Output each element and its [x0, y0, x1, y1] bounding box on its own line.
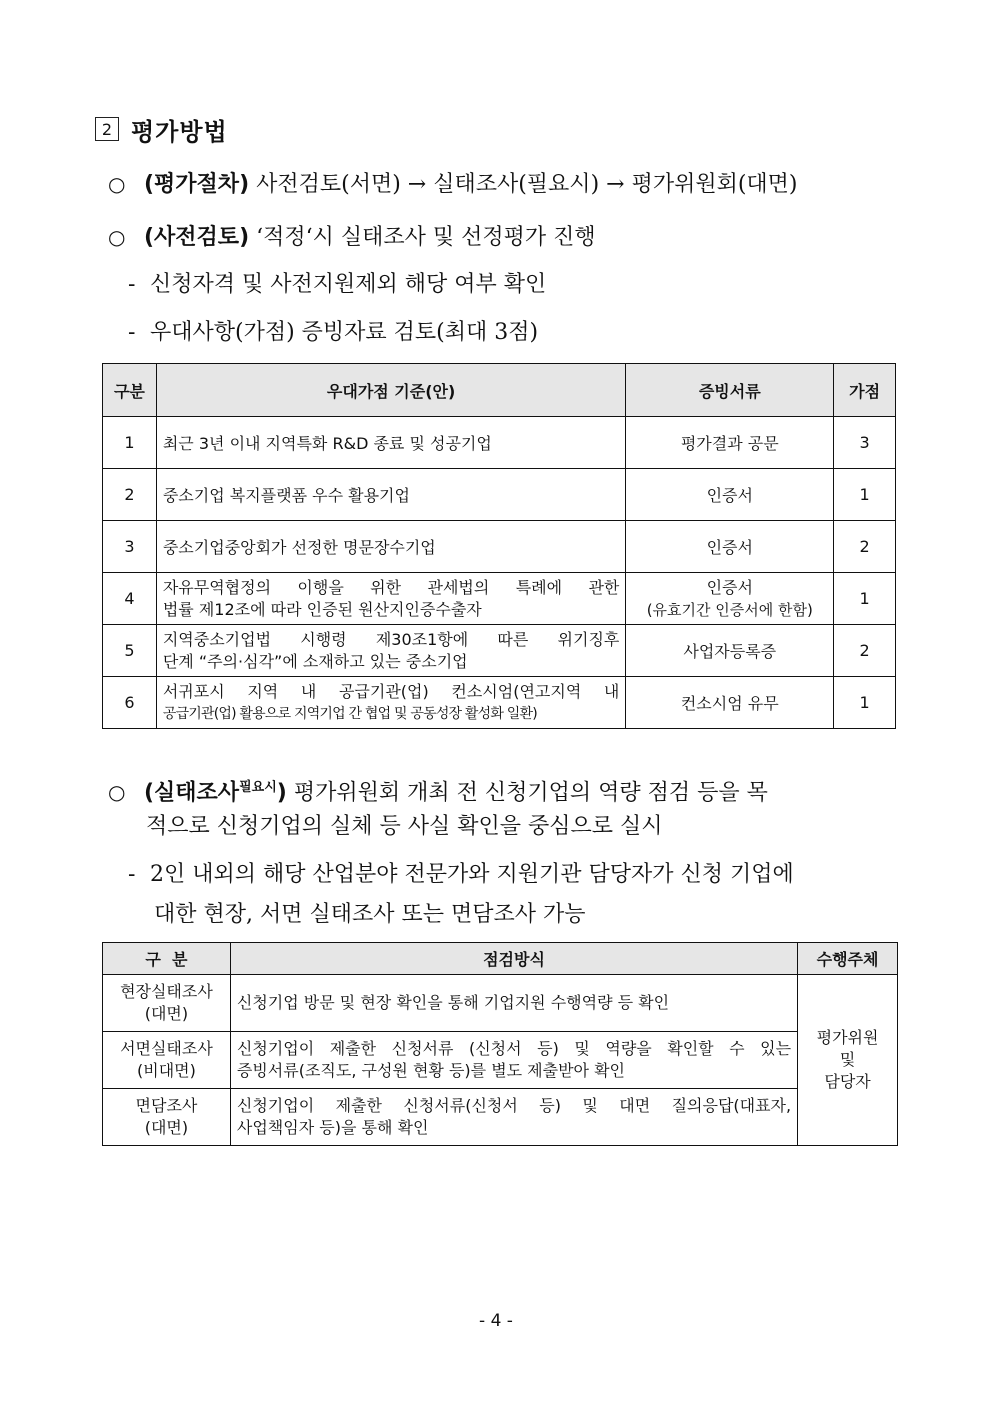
- row-criteria-line: 자유무역협정의 이행을 위한 관세법의 특례에 관한: [162, 577, 620, 597]
- bullet-text: 사전검토(서면) → 실태조사(필요시) → 평가위원회(대면): [249, 172, 798, 197]
- table-row: [103, 417, 896, 469]
- row-score: 1: [834, 469, 896, 521]
- bullet-text-continuation: 적으로 신청기업의 실체 등 사실 확인을 중심으로 실시: [146, 814, 663, 839]
- row-document: 컨소시엄 유무: [626, 677, 834, 729]
- row-document-line: 인증서: [706, 577, 753, 597]
- table-row: [103, 521, 896, 573]
- bullet-key: (실태조사: [144, 780, 240, 806]
- row-score: 3: [834, 417, 896, 469]
- row-type: [103, 975, 231, 1032]
- row-number: 5: [103, 625, 157, 677]
- row-score: 2: [834, 625, 896, 677]
- row-type-line: (비대면): [137, 1061, 196, 1080]
- table-row: [103, 469, 896, 521]
- sub-item-text: 신청자격 및 사전지원제외 해당 여부 확인: [150, 272, 547, 297]
- row-criteria: 중소기업중앙회가 선정한 명문장수기업: [156, 521, 626, 573]
- dash-marker: -: [128, 862, 136, 887]
- bonus-criteria-table: [102, 363, 896, 729]
- dash-marker: -: [128, 272, 136, 297]
- header-criteria: 우대가점 기준(안): [156, 364, 626, 417]
- row-method: 신청기업 방문 및 현장 확인을 통해 기업지원 수행역량 등 확인: [230, 975, 797, 1032]
- sub-item-text: 우대사항(가점) 증빙자료 검토(최대 3점): [150, 320, 539, 345]
- dash-marker: -: [128, 320, 136, 345]
- header-documents: 증빙서류: [626, 364, 834, 417]
- performer-line: 평가위원: [816, 1028, 879, 1047]
- header-score: 가점: [834, 364, 896, 417]
- bullet-text: 평가위원회 개최 전 신청기업의 역량 점검 등을 목: [286, 780, 768, 806]
- table-row: [103, 975, 898, 1032]
- section-title: 평가방법: [131, 117, 228, 146]
- row-criteria-line: 법률 제12조에 따라 인증된 원산지인증수출자: [162, 599, 482, 619]
- sub-item: [128, 316, 538, 350]
- row-number: 6: [103, 677, 157, 729]
- row-score: 1: [834, 573, 896, 625]
- row-document: 평가결과 공문: [626, 417, 834, 469]
- row-score: 1: [834, 677, 896, 729]
- bullet-circle-icon: ○: [108, 225, 126, 249]
- row-method-line: 신청기업이 제출한 신청서류(신청서 등) 및 대면 질의응답(대표자,: [236, 1096, 792, 1115]
- sub-item-text: 2인 내외의 해당 산업분야 전문가와 지원기관 담당자가 신청 기업에: [150, 862, 794, 887]
- row-criteria-line: 지역중소기업법 시행령 제30조1항에 따른 위기징후: [162, 629, 620, 649]
- sub-item: [128, 858, 794, 892]
- section-heading: [95, 112, 228, 146]
- row-method-line: 사업책임자 등)을 통해 확인: [236, 1118, 429, 1137]
- bullet-evaluation-procedure: [108, 167, 798, 202]
- row-document: [626, 573, 834, 625]
- table-row: [103, 677, 896, 729]
- bullet-key-superscript: 필요시: [239, 780, 277, 795]
- performer-line: 및: [839, 1050, 856, 1069]
- row-number: 3: [103, 521, 157, 573]
- table-row: [103, 573, 896, 625]
- row-criteria: 중소기업 복지플랫폼 우수 활용기업: [156, 469, 626, 521]
- bullet-circle-icon: ○: [108, 780, 126, 805]
- inspection-method-table: [102, 942, 898, 1146]
- page-number: - 4 -: [479, 1311, 513, 1331]
- section-number-box: 2: [95, 117, 119, 141]
- row-number: 1: [103, 417, 157, 469]
- row-document: 인증서: [626, 469, 834, 521]
- row-document: 사업자등록증: [626, 625, 834, 677]
- bullet-pre-review: [108, 220, 596, 255]
- bullet-text: ‘적정‘시 실태조사 및 선정평가 진행: [249, 225, 596, 250]
- row-type: [103, 1032, 231, 1089]
- table-row: [103, 1032, 898, 1089]
- row-document: 인증서: [626, 521, 834, 573]
- row-type-line: 서면실태조사: [120, 1039, 213, 1058]
- row-criteria: 최근 3년 이내 지역특화 R&D 종료 및 성공기업: [156, 417, 626, 469]
- row-method: [230, 1032, 797, 1089]
- row-type: [103, 1089, 231, 1146]
- row-criteria: [156, 625, 626, 677]
- header-method: 점검방식: [230, 943, 797, 975]
- row-method: [230, 1089, 797, 1146]
- table-row: [103, 1089, 898, 1146]
- header-category: 구분: [103, 364, 157, 417]
- row-number: 4: [103, 573, 157, 625]
- row-document-line: (유효기간 인증서에 한함): [646, 600, 813, 619]
- row-criteria: [156, 573, 626, 625]
- sub-item: [128, 268, 546, 302]
- row-type-line: 면담조사: [135, 1096, 198, 1115]
- row-criteria-line: 단계 “주의·심각”에 소재하고 있는 중소기업: [162, 651, 468, 671]
- row-score: 2: [834, 521, 896, 573]
- header-performer: 수행주체: [798, 943, 898, 975]
- bullet-key: (사전검토): [144, 225, 250, 250]
- bullet-key-close: ): [276, 780, 287, 806]
- row-number: 2: [103, 469, 157, 521]
- row-criteria-line: 공급기관(업) 활용으로 지역기업 간 협업 및 공동성장 활성화 일환): [162, 705, 537, 722]
- bullet-site-inspection: [108, 771, 768, 810]
- sub-item-continuation: 대한 현장, 서면 실태조사 또는 면담조사 가능: [154, 902, 586, 927]
- table-header-row: [103, 943, 898, 975]
- performer-cell: [798, 975, 898, 1146]
- row-type-line: (대면): [144, 1004, 189, 1023]
- row-criteria: [156, 677, 626, 729]
- performer-line: 담당자: [824, 1072, 871, 1091]
- table-header-row: [103, 364, 896, 417]
- row-type-line: (대면): [144, 1118, 189, 1137]
- row-criteria-line: 서귀포시 지역 내 공급기관(업) 컨소시엄(연고지역 내: [162, 681, 620, 701]
- table-row: [103, 625, 896, 677]
- bullet-circle-icon: ○: [108, 172, 126, 196]
- row-method-line: 증빙서류(조직도, 구성원 현황 등)를 별도 제출받아 확인: [236, 1061, 626, 1080]
- row-type-line: 현장실태조사: [120, 982, 213, 1001]
- row-method-line: 신청기업이 제출한 신청서류 (신청서 등) 및 역량을 확인할 수 있는: [236, 1039, 792, 1058]
- bullet-key: (평가절차): [144, 172, 250, 197]
- header-category: 구 분: [103, 943, 231, 975]
